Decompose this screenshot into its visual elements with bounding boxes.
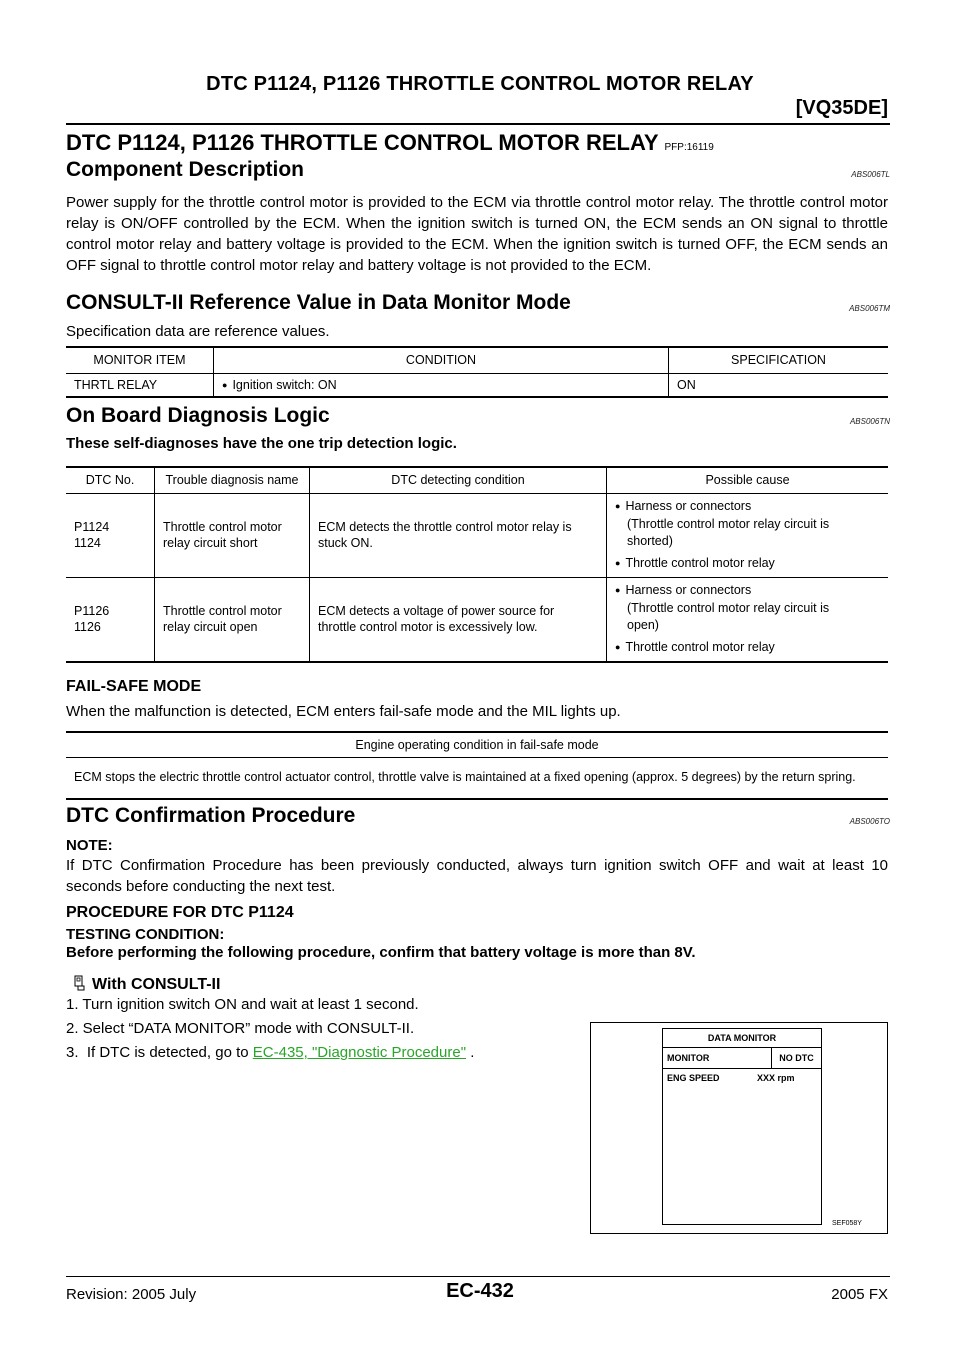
running-title: DTC P1124, P1126 THROTTLE CONTROL MOTOR RELAY (206, 73, 754, 95)
obd-row-cause-detail-2: open) (627, 617, 659, 632)
footer-model: 2005 FX (831, 1286, 888, 1303)
dtc-confirm-heading: DTC Confirmation Procedure (66, 804, 356, 827)
failsafe-heading: FAIL-SAFE MODE (66, 678, 202, 695)
consult-intro: Specification data are reference values. (66, 323, 330, 340)
testing-body: Before performing the following procedure, confirm that battery voltage is more than 8V. (66, 944, 696, 961)
step-3-text: 3. If DTC is detected, go to (66, 1044, 253, 1061)
obd-row-cause-detail: (Throttle control motor relay circuit is (627, 600, 830, 615)
obd-row-name-2: relay circuit short (163, 536, 258, 550)
obd-row-condition: ECM detects the throttle control motor relay is (318, 520, 572, 534)
obd-intro: These self-diagnoses have the one trip detection logic. (66, 435, 457, 452)
obd-col-name: Trouble diagnosis name (155, 467, 310, 493)
consult-code: ABS006TM (849, 304, 890, 313)
page-number: EC-432 (446, 1280, 514, 1302)
obd-row-dtc: P1124 (74, 520, 110, 534)
obd-row-name-2: relay circuit open (163, 620, 258, 634)
bullet-icon (615, 640, 625, 654)
obd-row-dtc-code: 1124 (74, 536, 101, 550)
note-body: If DTC Confirmation Procedure has been previously conducted, always turn ignition switch OFF and wait at least 10 seconds before conducting the next test. (66, 857, 888, 895)
obd-row-cause: Harness or connectors (625, 498, 752, 513)
consult-row-spec: ON (677, 377, 696, 392)
dtc-confirm-code: ABS006TO (849, 817, 890, 826)
section-title-text: DTC P1124, P1126 THROTTLE CONTROL MOTOR RELAY (66, 130, 659, 155)
obd-col-condition: DTC detecting condition (310, 467, 607, 493)
obd-table-header (66, 467, 888, 493)
failsafe-row-body: ECM stops the electric throttle control actuator control, throttle valve is maintained at a fixed opening (approx. 5 degrees) by the return spring. (74, 770, 856, 785)
footer-revision: Revision: 2005 July (66, 1286, 197, 1303)
obd-row (66, 493, 888, 577)
header-rule (66, 123, 890, 125)
step-2: 2. Select “DATA MONITOR” mode with CONSULT-II. (66, 1020, 415, 1037)
failsafe-table-row (66, 757, 888, 799)
obd-col-dtc: DTC No. (66, 467, 155, 493)
consult-table (66, 346, 888, 398)
obd-row-cause-detail: (Throttle control motor relay circuit is (627, 516, 830, 531)
footer-rule (66, 1276, 890, 1277)
consult-col-spec: SPECIFICATION (731, 353, 826, 368)
consult-table-row (66, 373, 888, 397)
figure-code: SEF058Y (832, 1220, 862, 1227)
screen-item: ENG SPEED (667, 1073, 720, 1083)
obd-row-dtc-code: 1126 (74, 620, 101, 634)
engine-label: [VQ35DE] (795, 97, 888, 119)
step-3-tail: . (466, 1044, 475, 1061)
obd-row-cause-2: Throttle control motor relay (625, 555, 775, 570)
failsafe-table (66, 731, 888, 800)
screen-data-row (663, 1069, 821, 1087)
obd-row-cause: Harness or connectors (625, 582, 752, 597)
diagnostic-procedure-link[interactable]: EC-435, "Diagnostic Procedure" (252, 1044, 467, 1061)
screen-header-row (663, 1048, 821, 1069)
with-consult-text: With CONSULT-II (92, 976, 221, 993)
screen-title: DATA MONITOR (663, 1029, 821, 1048)
procedure-heading: PROCEDURE FOR DTC P1124 (66, 904, 294, 921)
component-code: ABS006TL (851, 170, 890, 179)
obd-row-cause-detail-2: shorted) (627, 533, 673, 548)
step-1: 1. Turn ignition switch ON and wait at least 1 second. (66, 996, 419, 1013)
consult-screen (662, 1028, 822, 1225)
failsafe-intro: When the malfunction is detected, ECM enters fail-safe mode and the MIL lights up. (66, 703, 621, 720)
consult-row-item: THRTL RELAY (66, 373, 214, 397)
component-heading: Component Description (66, 158, 305, 181)
note-label: NOTE: (66, 837, 113, 854)
bullet-icon (615, 583, 625, 597)
consult-table-header (66, 347, 888, 373)
section-title (66, 130, 714, 156)
bullet-icon (222, 378, 232, 392)
with-consult-line (72, 975, 220, 996)
obd-row-condition-2: stuck ON. (318, 536, 373, 550)
consult-col-item: MONITOR ITEM (66, 347, 214, 373)
failsafe-col-header: Engine operating condition in fail-safe mode (355, 737, 599, 752)
failsafe-table-header (66, 732, 888, 757)
screen-col-monitor: MONITOR (663, 1048, 772, 1068)
section-title-block (66, 130, 714, 156)
bullet-icon (615, 499, 625, 513)
obd-heading: On Board Diagnosis Logic (66, 404, 330, 427)
consult-tool-icon (72, 975, 88, 996)
consult-row-condition: Ignition switch: ON (232, 377, 337, 392)
obd-row-name: Throttle control motor (163, 604, 282, 618)
obd-row (66, 577, 888, 662)
obd-row-dtc: P1126 (74, 604, 110, 618)
obd-row-name: Throttle control motor (163, 520, 282, 534)
obd-code: ABS006TN (849, 417, 890, 426)
obd-row-cause-2: Throttle control motor relay (625, 639, 775, 654)
component-body: Power supply for the throttle control motor is provided to the ECM via throttle control motor relay. The throttle control motor relay is ON/OFF controlled by the ECM. When the ignition switch is turned ON, the ECM sends an ON signal to throttle control motor relay and battery voltage is provided to the ECM. When the ignition switch is turned OFF, the ECM sends an OFF signal to throttle control motor relay and battery voltage is not provided to the ECM. (66, 194, 888, 274)
section-code: PFP:16119 (664, 142, 714, 153)
step-3 (66, 1044, 474, 1061)
screen-value: XXX rpm (757, 1073, 795, 1083)
obd-table (66, 466, 888, 663)
consult-col-condition: CONDITION (214, 347, 669, 373)
obd-row-condition: ECM detects a voltage of power source for (318, 604, 555, 618)
obd-col-cause: Possible cause (705, 473, 790, 488)
screen-col-nodtc: NO DTC (779, 1053, 814, 1063)
bullet-icon (615, 556, 625, 570)
obd-row-condition-2: throttle control motor is excessively low. (318, 620, 538, 634)
testing-label: TESTING CONDITION: (66, 926, 225, 943)
consult-heading: CONSULT-II Reference Value in Data Monitor Mode (66, 291, 571, 314)
